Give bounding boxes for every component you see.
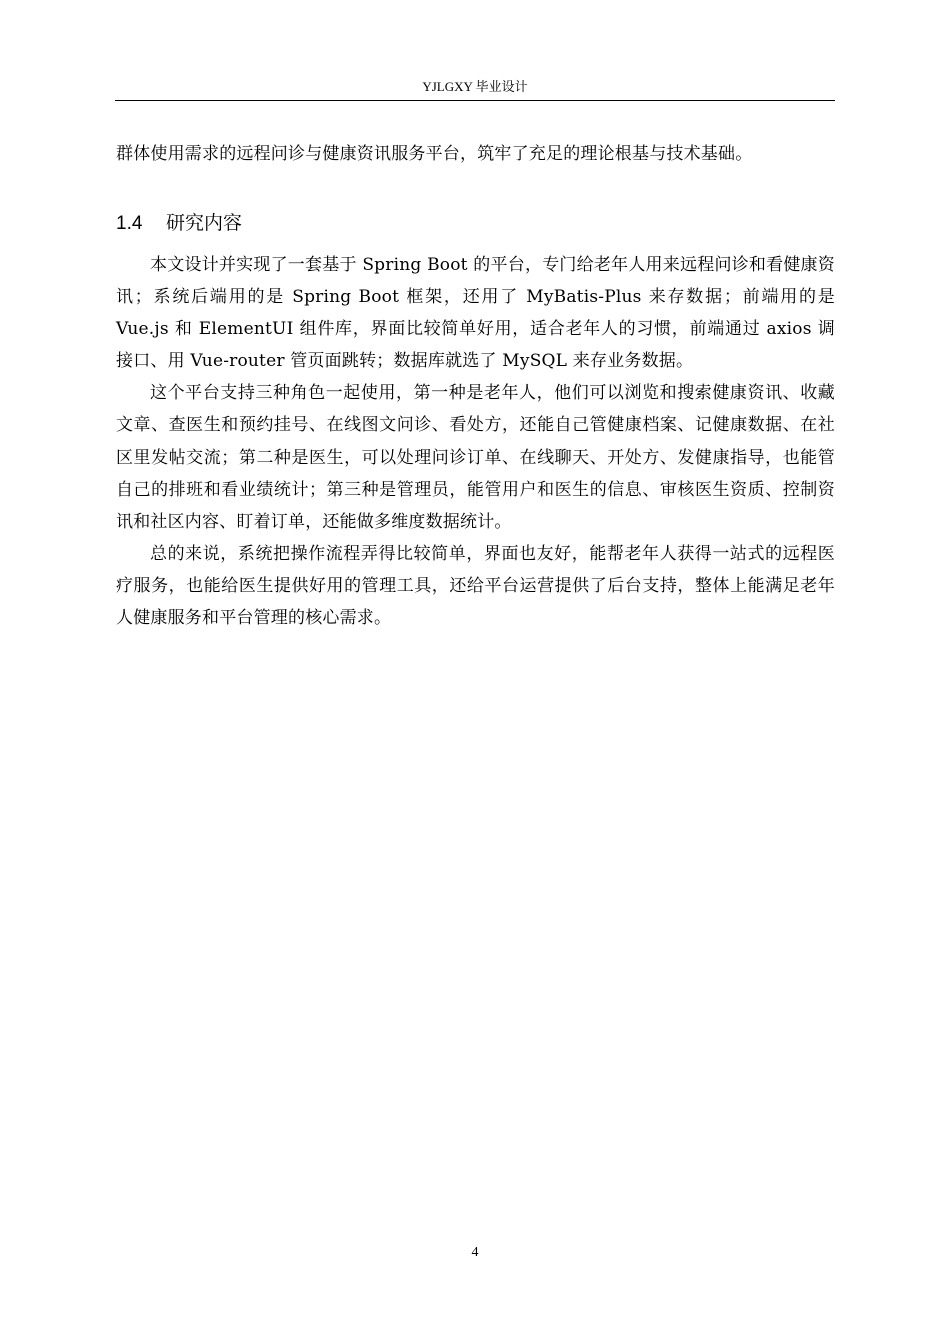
- running-header: YJLGXY 毕业设计: [422, 79, 528, 94]
- section-body: [116, 249, 835, 634]
- paragraph-3: 总的来说，系统把操作流程弄得比较简单，界面也友好，能帮老年人获得一站式的远程医疗服务，也能给医生提供好用的管理工具，还给平台运营提供了后台支持，整体上能满足老年人健康服务和平台管理的核心需求。: [116, 543, 835, 629]
- page-number: 4: [471, 1245, 479, 1260]
- continued-paragraph: 群体使用需求的远程问诊与健康资讯服务平台，筑牢了充足的理论根基与技术基础。: [116, 144, 753, 164]
- header-rule: [115, 100, 835, 101]
- section-title: 研究内容: [166, 212, 243, 234]
- paragraph-2: 这个平台支持三种角色一起使用，第一种是老年人，他们可以浏览和搜索健康资讯、收藏文章、查医生和预约挂号、在线图文问诊、看处方，还能自己管健康档案、记健康数据、在社区里发帖交流；第二种是医生，可以处理问诊订单、在线聊天、开处方、发健康指导，也能管自己的排班和看业绩统计；第三种是管理员，能管用户和医生的信息、审核医生资质、控制资讯和社区内容、盯着订单，还能做多维度数据统计。: [116, 383, 835, 532]
- paragraph-1: 本文设计并实现了一套基于 Spring Boot 的平台，专门给老年人用来远程问诊和看健康资讯；系统后端用的是 Spring Boot 框架，还用了 MyBatis-Plus 来存数据；前端用的是 Vue.js 和 ElementUI 组件库，界面比较简单好用，适合老年人的习惯，前端通过 axios 调接口、用 Vue-router 管页面跳转；数据库就选了 MySQL 来存业务数据。: [116, 255, 835, 372]
- section-number: 1.4: [116, 213, 143, 234]
- section-heading: [116, 206, 835, 241]
